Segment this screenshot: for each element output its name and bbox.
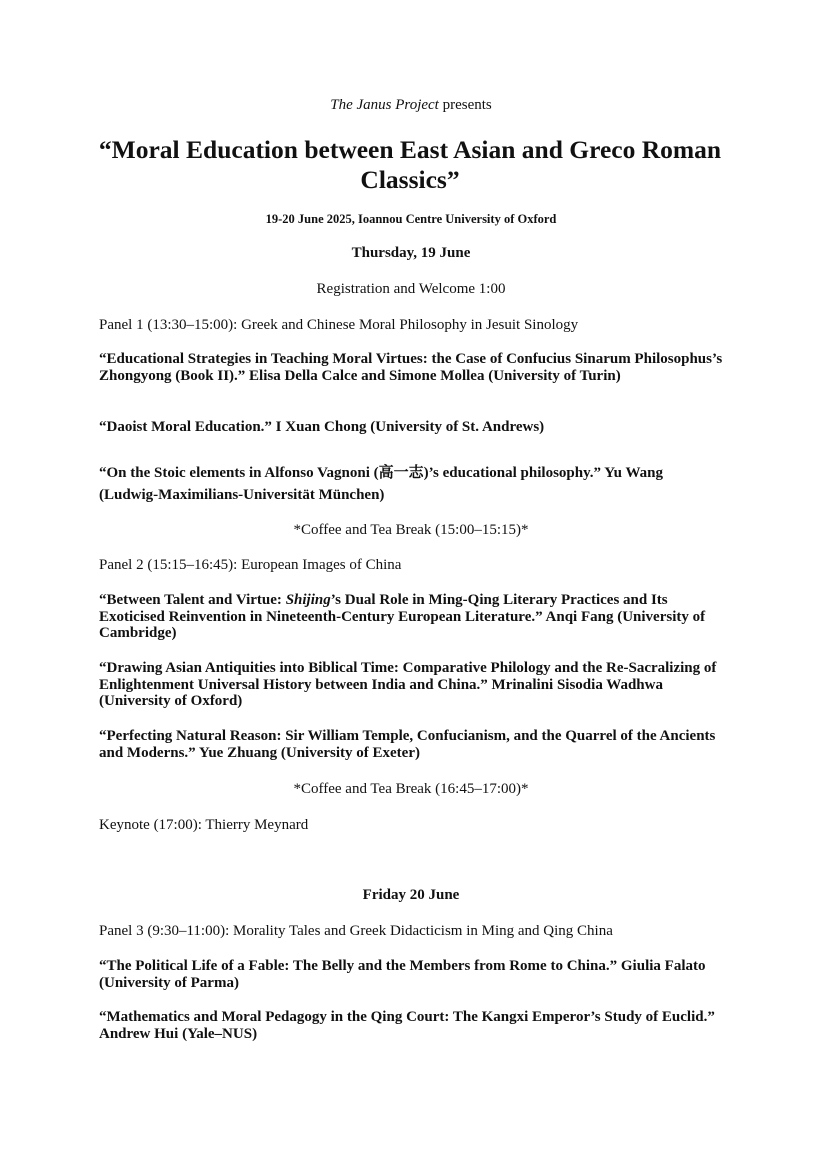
panel-2-paper-1-rest: ’s Dual Role in Ming-Qing Literary Practices and Its Exoticised Reinvention in Nineteenth-Century European Literature.” Anqi Fang (University of Cambridge) [99,592,706,641]
event-title: “Moral Education between East Asian and Greco Roman Classics” [98,135,722,194]
registration-line: Registration and Welcome 1:00 [316,281,506,297]
presents-word: presents [442,97,492,113]
panel-2-label: Panel 2 (15:15–16:45): European Images of China [99,557,402,573]
panel-3-paper-2: “Mathematics and Moral Pedagogy in the Qing Court: The Kangxi Emperor’s Study of Euclid.” Andrew Hui (Yale–NUS) [99,1009,715,1042]
friday-heading: Friday 20 June [362,887,460,903]
panel-1-paper-3: “On the Stoic elements in Alfonso Vagnoni (高一志)’s educational philosophy.” Yu Wang (Ludwig-Maximilians-Universität München) [99,465,664,503]
panel-1-paper-2: “Daoist Moral Education.” I Xuan Chong (University of St. Andrews) [99,419,545,435]
keynote-line: Keynote (17:00): Thierry Meynard [99,817,309,833]
panel-2-paper-1 [99,592,723,642]
panel-3-paper-1: “The Political Life of a Fable: The Belly and the Members from Rome to China.” Giulia Falato (University of Parma) [99,958,706,991]
panel-3-label: Panel 3 (9:30–11:00): Morality Tales and Greek Didacticism in Ming and Qing China [99,923,613,939]
panel-1-label: Panel 1 (13:30–15:00): Greek and Chinese Moral Philosophy in Jesuit Sinology [99,317,579,333]
panel-1-paper-1: “Educational Strategies in Teaching Moral Virtues: the Case of Confucius Sinarum Philosophus’s Zhongyong (Book II).” Elisa Della Calce and Simone Mollea (University of Turin) [99,351,723,384]
panel-2-paper-3: “Perfecting Natural Reason: Sir William Temple, Confucianism, and the Quarrel of the Ancients and Moderns.” Yue Zhuang (University of Exeter) [99,728,716,761]
coffee-break-1: *Coffee and Tea Break (15:00–15:15)* [293,522,529,538]
panel-2-paper-1-italic: Shijing [285,592,331,608]
dates-venue: 19-20 June 2025, Ioannou Centre University of Oxford [265,212,557,226]
panel-2-paper-1-start: “Between Talent and Virtue: [99,592,286,608]
presents-line [99,96,723,114]
coffee-break-2: *Coffee and Tea Break (16:45–17:00)* [293,781,529,797]
thursday-heading: Thursday, 19 June [351,245,471,261]
project-name: The Janus Project [330,97,439,113]
panel-2-paper-2: “Drawing Asian Antiquities into Biblical Time: Comparative Philology and the Re-Sacralizing of Enlightenment Universal History between India and China.” Mrinalini Sisodia Wadhwa (University of Oxford) [99,660,717,709]
